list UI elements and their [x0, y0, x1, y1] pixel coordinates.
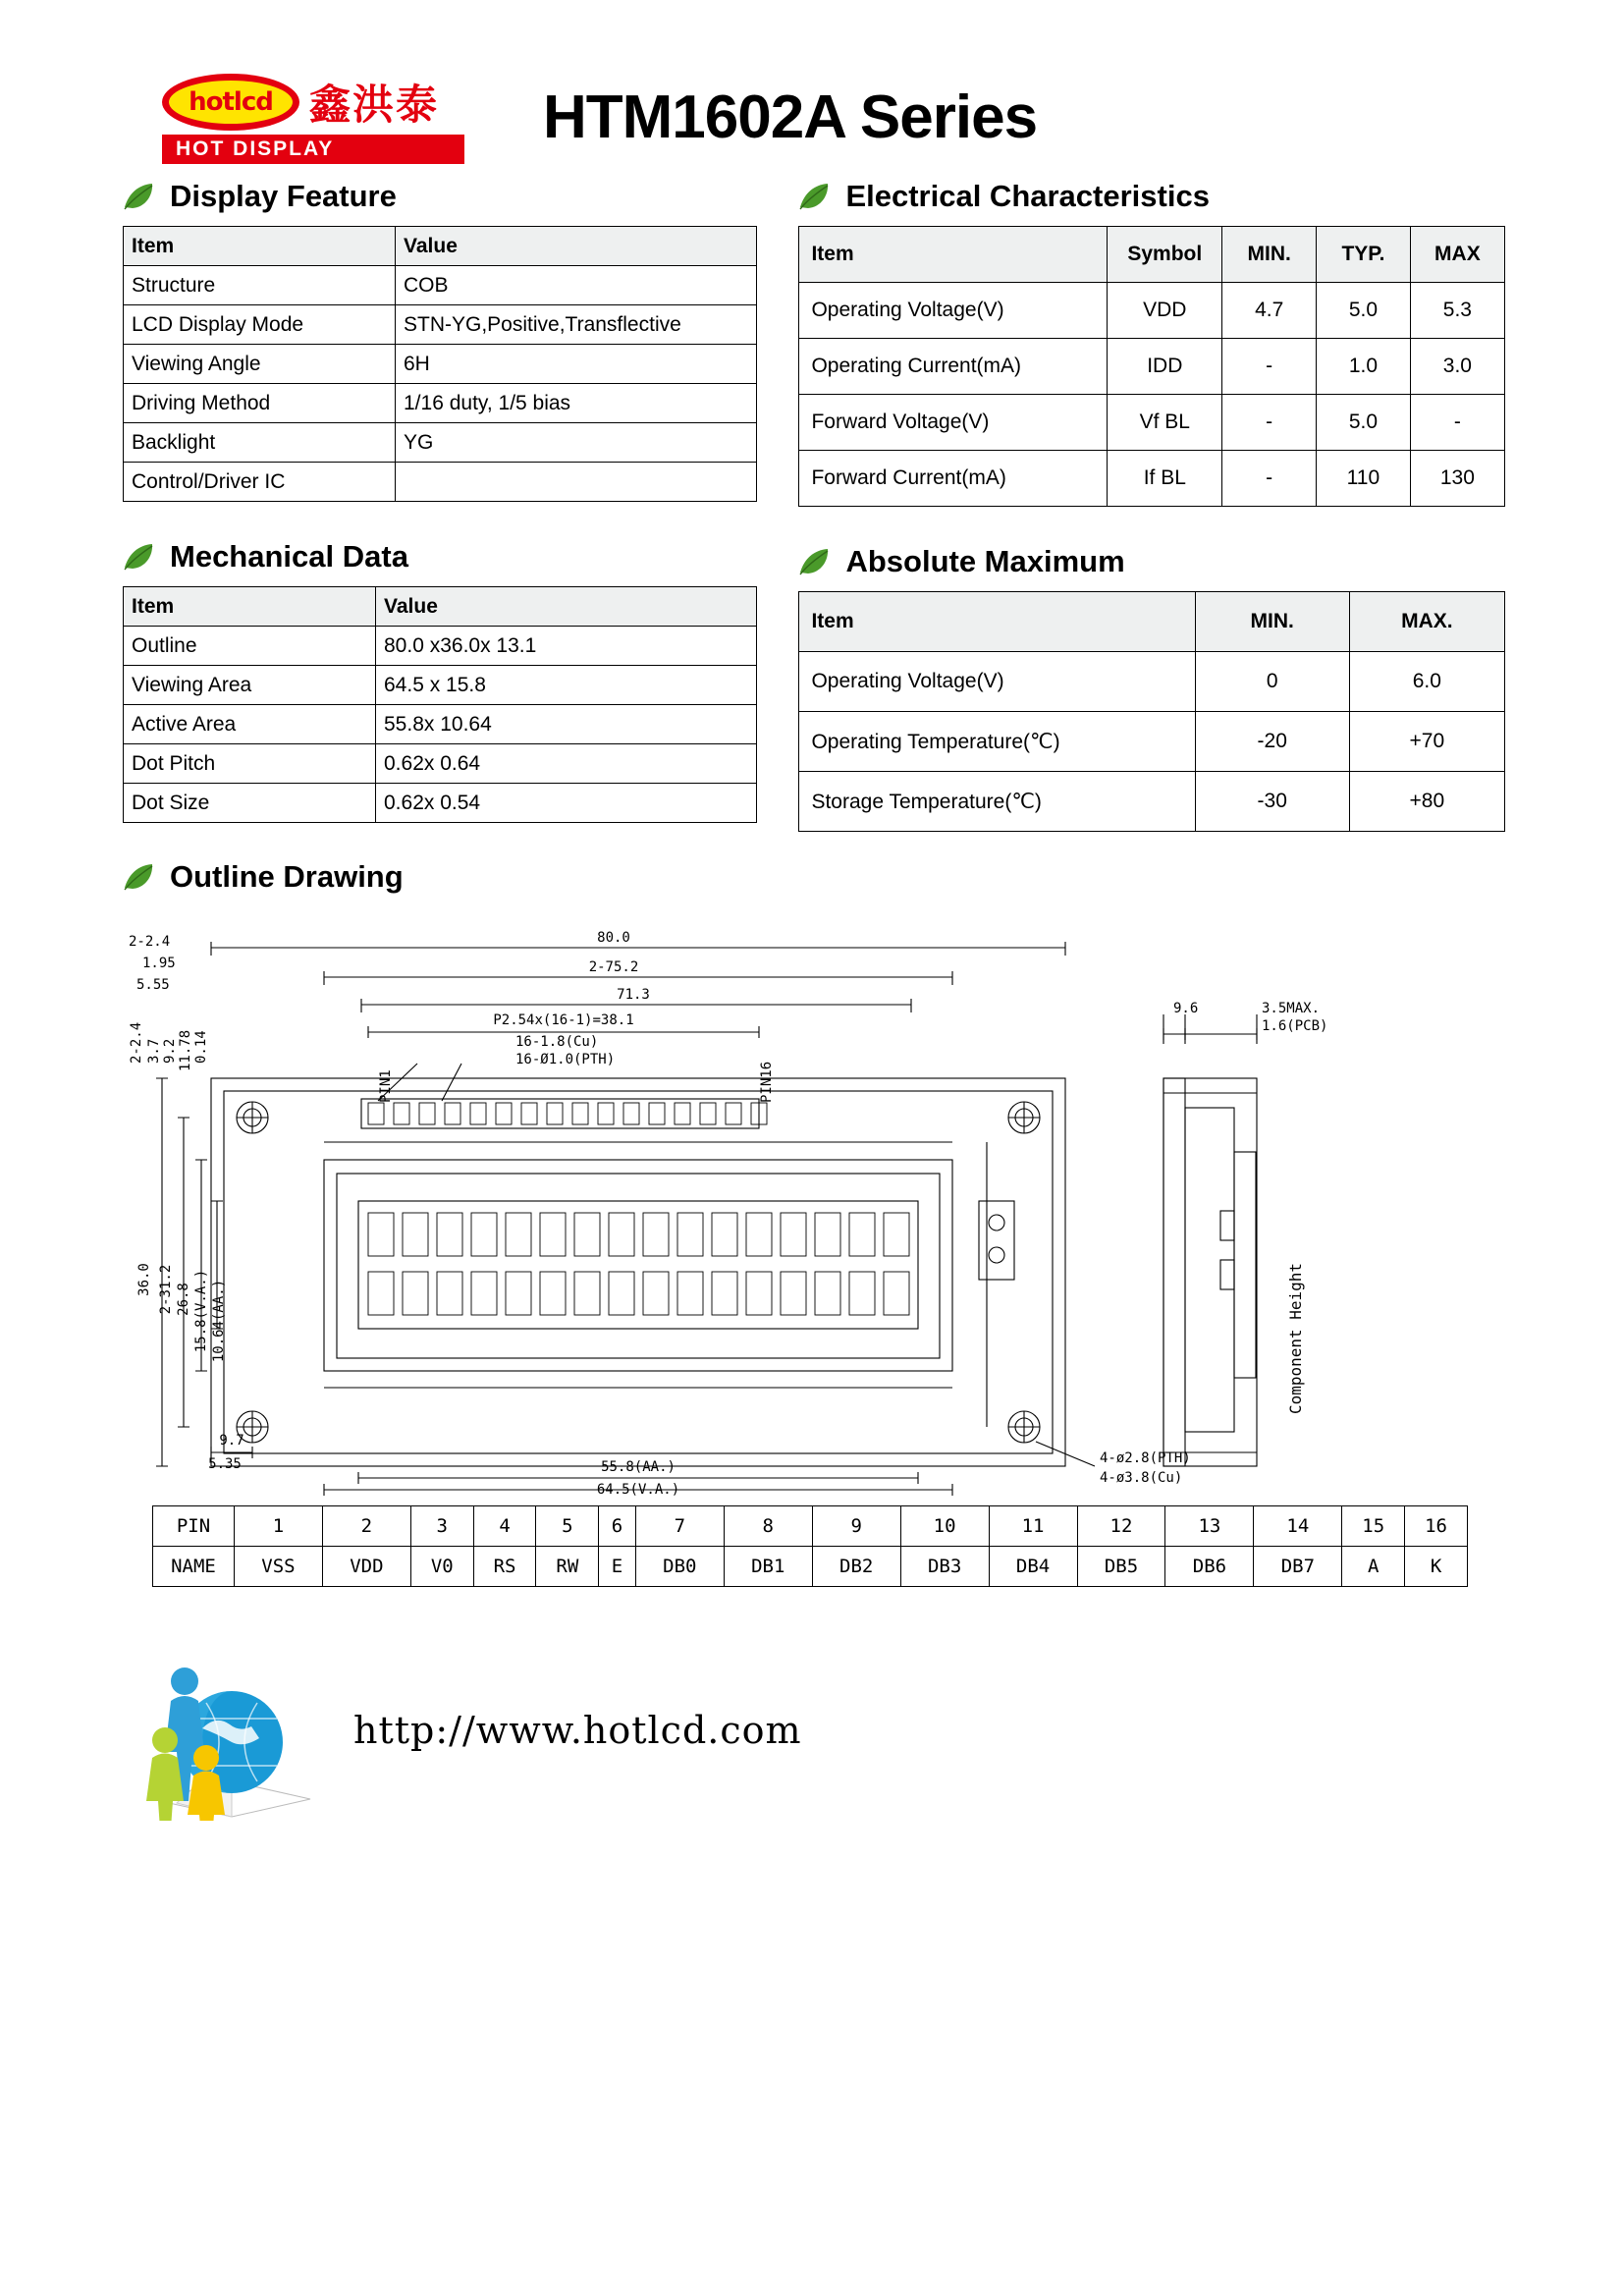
cell-typ: 5.0	[1317, 283, 1411, 339]
table-header-row	[799, 592, 1505, 652]
dim-5-35: 5.35	[208, 1456, 242, 1472]
dim-0-14: 0.14	[193, 1030, 209, 1064]
cell-pin: 8	[724, 1506, 812, 1547]
dim-2-2-4-top: 2-2.4	[129, 934, 171, 950]
dim-10-64-aa: 10.64(AA.)	[211, 1279, 227, 1363]
cell-pin: 11	[989, 1506, 1077, 1547]
content-columns	[0, 179, 1623, 832]
cell-name: DB2	[812, 1547, 900, 1587]
table-row	[124, 784, 757, 823]
cell-name: A	[1342, 1547, 1405, 1587]
cell-name: V0	[410, 1547, 473, 1587]
col-header-item: Item	[124, 227, 396, 266]
cell-item: Operating Voltage(V)	[799, 283, 1108, 339]
dim-5-55: 5.55	[136, 977, 170, 993]
cell-typ: 1.0	[1317, 339, 1411, 395]
cell-value: COB	[396, 266, 757, 305]
table-row-pin-names	[153, 1547, 1468, 1587]
cell-item: Dot Size	[124, 784, 376, 823]
mechanical-data-table	[123, 586, 757, 823]
electrical-characteristics-table	[798, 226, 1505, 507]
cell-item: Forward Voltage(V)	[799, 395, 1108, 451]
cell-pin: 10	[900, 1506, 989, 1547]
cell-name: DB6	[1165, 1547, 1254, 1587]
dim-1-6-pcb: 1.6(PCB)	[1262, 1018, 1328, 1034]
dim-hole-pth: 4-ø2.8(PTH)	[1100, 1450, 1191, 1466]
page-footer	[0, 1587, 1623, 1826]
cell-max: 6.0	[1349, 652, 1504, 712]
label-pin1: PIN1	[378, 1069, 394, 1103]
cell-max: +70	[1349, 712, 1504, 772]
cell-min: -30	[1195, 772, 1349, 832]
dim-36-0: 36.0	[136, 1263, 152, 1296]
cell-max: 130	[1410, 451, 1504, 507]
row-label-name: NAME	[153, 1547, 235, 1587]
cell-min: 0	[1195, 652, 1349, 712]
cell-name: RS	[473, 1547, 536, 1587]
cell-pin: 6	[599, 1506, 636, 1547]
outline-drawing-section	[0, 832, 1623, 1496]
section-absolute-max-heading	[798, 544, 1505, 579]
cell-name: K	[1405, 1547, 1468, 1587]
cell-name: VDD	[322, 1547, 410, 1587]
section-title-text: Electrical Characteristics	[845, 179, 1210, 213]
cell-name: VSS	[235, 1547, 323, 1587]
logo-top-row	[162, 72, 486, 133]
logo-subtitle: HOT DISPLAY	[162, 135, 464, 164]
dim-71-3: 71.3	[617, 987, 650, 1003]
row-label-pin: PIN	[153, 1506, 235, 1547]
cell-item: Driving Method	[124, 384, 396, 423]
table-row	[799, 712, 1505, 772]
cell-pin: 15	[1342, 1506, 1405, 1547]
dim-64-5-va: 64.5(V.A.)	[596, 1482, 680, 1496]
cell-min: -	[1222, 395, 1317, 451]
cell-name: DB5	[1077, 1547, 1165, 1587]
cell-pin: 16	[1405, 1506, 1468, 1547]
cell-item: Operating Current(mA)	[799, 339, 1108, 395]
cell-value: 6H	[396, 345, 757, 384]
cell-min: -20	[1195, 712, 1349, 772]
dim-9-7: 9.7	[219, 1433, 244, 1449]
pin-assignment-section	[0, 1496, 1623, 1587]
leaf-icon	[798, 547, 832, 576]
dim-hole-cu: 4-ø3.8(Cu)	[1100, 1470, 1183, 1486]
cell-typ: 5.0	[1317, 395, 1411, 451]
cell-value: 80.0 x36.0x 13.1	[376, 627, 757, 666]
cell-value: YG	[396, 423, 757, 463]
dim-9-2: 9.2	[162, 1038, 178, 1064]
table-row	[124, 384, 757, 423]
cell-symbol: VDD	[1108, 283, 1222, 339]
section-display-feature-heading	[123, 179, 757, 214]
table-row	[124, 627, 757, 666]
company-logo	[162, 72, 486, 164]
dim-3-5max: 3.5MAX.	[1262, 1001, 1321, 1016]
cell-item: Control/Driver IC	[124, 463, 396, 502]
cell-item: LCD Display Mode	[124, 305, 396, 345]
table-row	[799, 339, 1505, 395]
cell-value: STN-YG,Positive,Transflective	[396, 305, 757, 345]
cell-item: Operating Voltage(V)	[799, 652, 1195, 712]
cell-name: DB1	[724, 1547, 812, 1587]
leaf-icon	[123, 862, 156, 892]
dim-9-6: 9.6	[1173, 1001, 1199, 1016]
col-header-value: Value	[376, 587, 757, 627]
section-mechanical-heading	[123, 539, 757, 574]
table-row-pin-numbers	[153, 1506, 1468, 1547]
cell-max: 5.3	[1410, 283, 1504, 339]
cell-item: Viewing Angle	[124, 345, 396, 384]
section-electrical-heading	[798, 179, 1505, 214]
col-header-typ: TYP.	[1317, 227, 1411, 283]
cell-pin: 7	[635, 1506, 724, 1547]
cell-item: Active Area	[124, 705, 376, 744]
table-row	[799, 772, 1505, 832]
section-title-text: Outline Drawing	[170, 859, 404, 894]
leaf-icon	[123, 542, 156, 572]
col-header-max: MAX.	[1349, 592, 1504, 652]
page-title: HTM1602A Series	[543, 83, 1038, 151]
table-header-row	[124, 227, 757, 266]
table-row	[124, 305, 757, 345]
leaf-icon	[798, 182, 832, 211]
logo-wordmark: hotlcd	[189, 87, 273, 117]
col-header-item: Item	[799, 227, 1108, 283]
cell-symbol: Vf BL	[1108, 395, 1222, 451]
logo-chinese-name: 鑫洪泰	[309, 81, 440, 129]
cell-pin: 13	[1165, 1506, 1254, 1547]
table-row	[124, 423, 757, 463]
section-title-text: Display Feature	[170, 179, 397, 213]
table-row	[124, 744, 757, 784]
cell-name: DB0	[635, 1547, 724, 1587]
table-row	[799, 451, 1505, 507]
cell-pin: 5	[536, 1506, 599, 1547]
display-feature-table	[123, 226, 757, 502]
cell-symbol: IDD	[1108, 339, 1222, 395]
cell-pin: 1	[235, 1506, 323, 1547]
website-url[interactable]: http://www.hotlcd.com	[353, 1708, 802, 1752]
cell-pin: 14	[1254, 1506, 1342, 1547]
table-row	[124, 463, 757, 502]
section-outline-heading	[123, 859, 1623, 895]
label-component-height: Component Height	[1286, 1262, 1305, 1415]
cell-symbol: If BL	[1108, 451, 1222, 507]
cell-item: Operating Temperature(℃)	[799, 712, 1195, 772]
cell-name: DB7	[1254, 1547, 1342, 1587]
cell-value	[396, 463, 757, 502]
col-header-min: MIN.	[1195, 592, 1349, 652]
cell-pin: 4	[473, 1506, 536, 1547]
cell-pin: 9	[812, 1506, 900, 1547]
cell-min: 4.7	[1222, 283, 1317, 339]
col-header-min: MIN.	[1222, 227, 1317, 283]
cell-item: Dot Pitch	[124, 744, 376, 784]
cell-item: Viewing Area	[124, 666, 376, 705]
col-header-value: Value	[396, 227, 757, 266]
table-row	[124, 666, 757, 705]
table-row	[799, 652, 1505, 712]
label-pin16: PIN16	[759, 1061, 775, 1103]
cell-max: -	[1410, 395, 1504, 451]
cell-pin: 2	[322, 1506, 410, 1547]
cell-min: -	[1222, 339, 1317, 395]
cell-name: E	[599, 1547, 636, 1587]
section-title-text: Mechanical Data	[170, 539, 408, 574]
col-header-item: Item	[799, 592, 1195, 652]
logo-oval-icon	[162, 74, 299, 131]
mechanical-drawing-svg	[123, 906, 1517, 1496]
col-header-item: Item	[124, 587, 376, 627]
dim-3-7: 3.7	[146, 1038, 162, 1064]
globe-people-logo-icon	[137, 1634, 314, 1826]
table-row	[124, 266, 757, 305]
cell-value: 55.8x 10.64	[376, 705, 757, 744]
cell-name: RW	[536, 1547, 599, 1587]
table-row	[124, 345, 757, 384]
table-header-row	[124, 587, 757, 627]
cell-value: 64.5 x 15.8	[376, 666, 757, 705]
pin-assignment-table	[152, 1505, 1468, 1587]
dim-11-78: 11.78	[178, 1029, 193, 1071]
table-row	[799, 395, 1505, 451]
dim-2-2-4-side: 2-2.4	[129, 1021, 144, 1064]
cell-min: -	[1222, 451, 1317, 507]
dim-pad-pth: 16-Ø1.0(PTH)	[515, 1052, 616, 1067]
cell-item: Outline	[124, 627, 376, 666]
cell-item: Forward Current(mA)	[799, 451, 1108, 507]
cell-item: Structure	[124, 266, 396, 305]
cell-max: 3.0	[1410, 339, 1504, 395]
cell-value: 0.62x 0.54	[376, 784, 757, 823]
cell-pin: 12	[1077, 1506, 1165, 1547]
dim-pitch: P2.54x(16-1)=38.1	[493, 1012, 634, 1028]
cell-name: DB4	[989, 1547, 1077, 1587]
cell-name: DB3	[900, 1547, 989, 1587]
right-column	[798, 179, 1505, 832]
table-row	[799, 283, 1505, 339]
absolute-maximum-table	[798, 591, 1505, 832]
logo-oval-inner	[169, 81, 293, 124]
dim-26-8: 26.8	[176, 1283, 191, 1316]
col-header-max: MAX	[1410, 227, 1504, 283]
table-row	[124, 705, 757, 744]
leaf-icon	[123, 182, 156, 211]
cell-value: 1/16 duty, 1/5 bias	[396, 384, 757, 423]
section-title-text: Absolute Maximum	[845, 544, 1125, 578]
left-column	[123, 179, 757, 832]
dim-pad-cu: 16-1.8(Cu)	[515, 1034, 599, 1050]
outline-drawing-figure	[123, 906, 1517, 1496]
dim-55-8-aa: 55.8(AA.)	[601, 1459, 676, 1475]
cell-max: +80	[1349, 772, 1504, 832]
dim-15-8-va: 15.8(V.A.)	[193, 1269, 209, 1353]
col-header-symbol: Symbol	[1108, 227, 1222, 283]
dim-2-31-2: 2-31.2	[158, 1264, 174, 1315]
table-header-row	[799, 227, 1505, 283]
cell-typ: 110	[1317, 451, 1411, 507]
cell-pin: 3	[410, 1506, 473, 1547]
dim-1-95: 1.95	[142, 956, 176, 971]
cell-item: Storage Temperature(℃)	[799, 772, 1195, 832]
page-header	[0, 0, 1623, 160]
dim-80-0: 80.0	[597, 930, 630, 946]
dim-2-75-2: 2-75.2	[588, 959, 639, 975]
cell-item: Backlight	[124, 423, 396, 463]
cell-value: 0.62x 0.64	[376, 744, 757, 784]
